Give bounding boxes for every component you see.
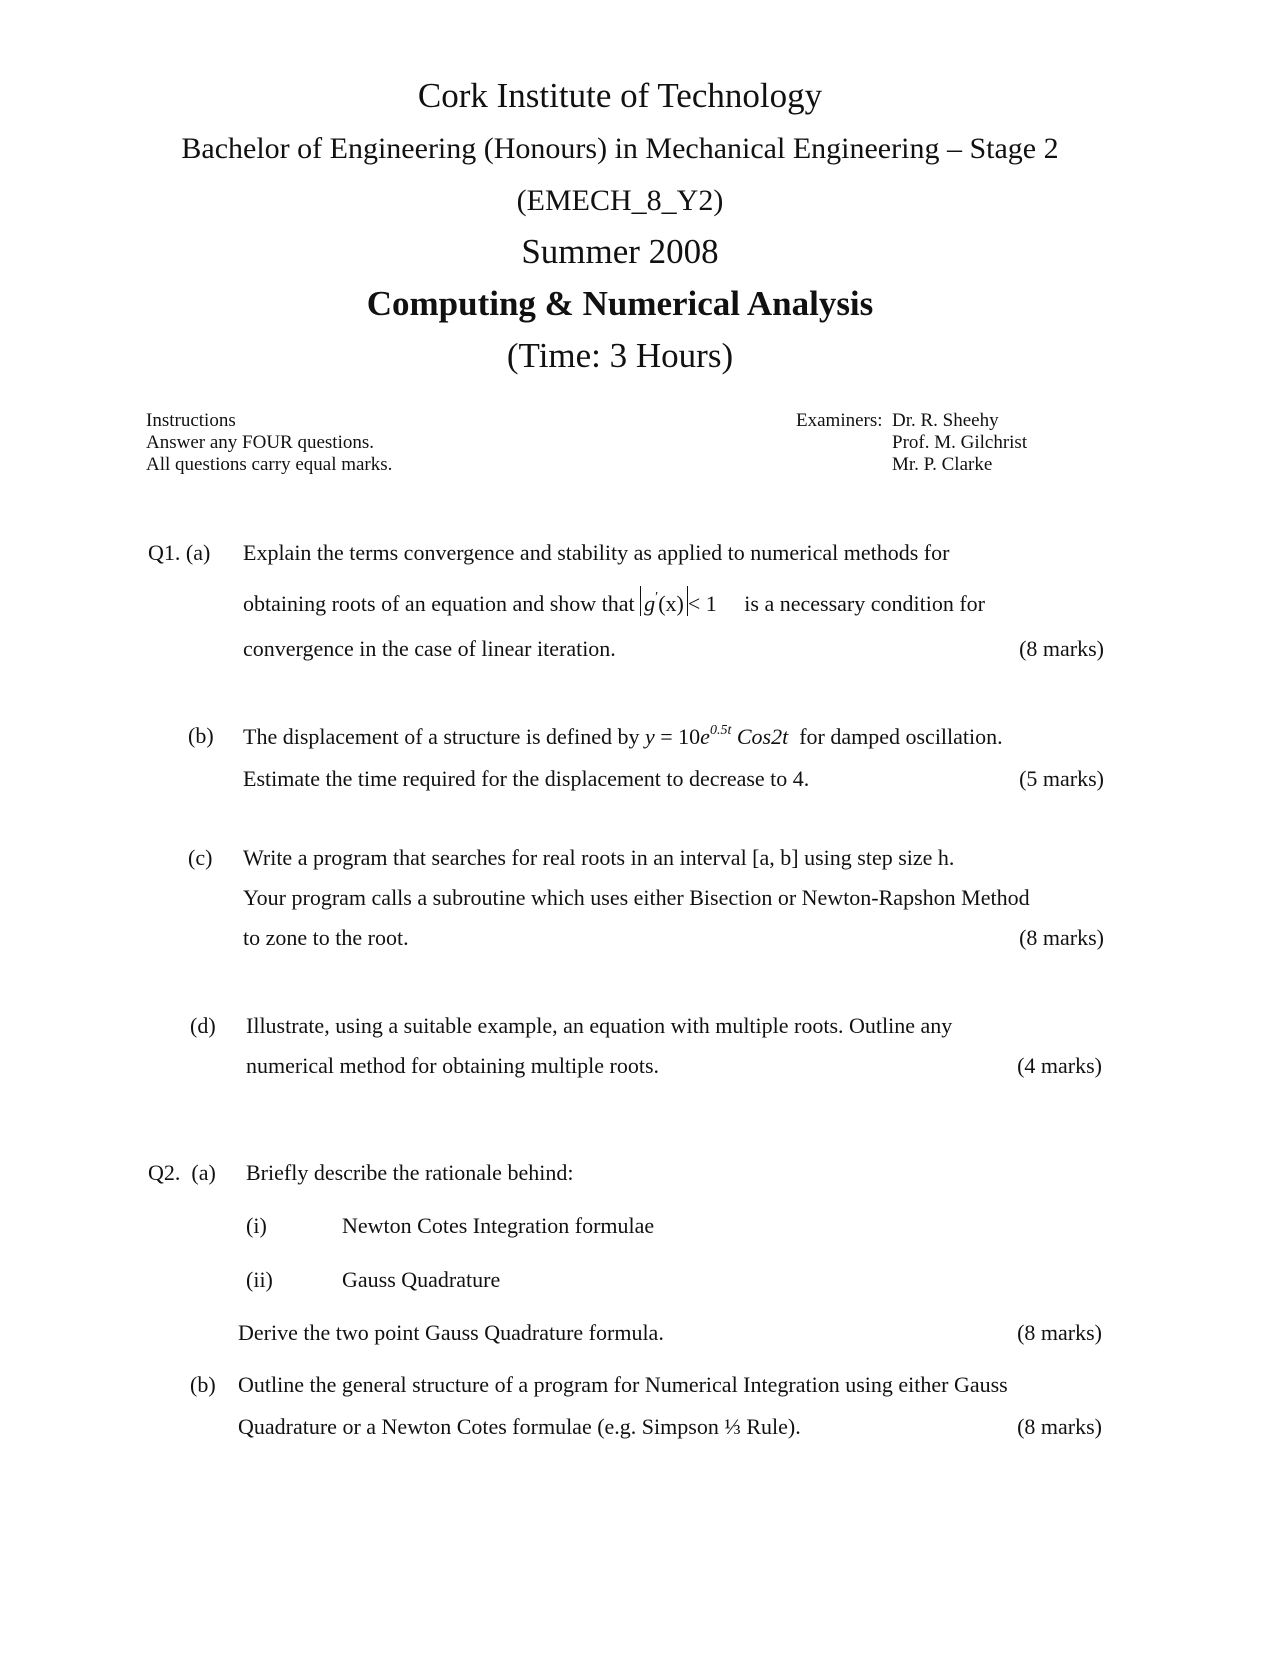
q1a-line-3: convergence in the case of linear iteration. bbox=[243, 636, 616, 661]
formula-displacement: $y = 10e^{0.5t}$ Cos2t bbox=[644, 723, 789, 749]
subject-title: Computing & Numerical Analysis bbox=[366, 284, 874, 323]
q2-part-b-label: (b) bbox=[190, 1372, 216, 1397]
examiner-name: Prof. M. Gilchrist bbox=[892, 432, 1028, 453]
course-code: (EMECH_8_Y2) bbox=[516, 184, 724, 217]
programme-title: Bachelor of Engineering (Honours) in Mechanical Engineering – Stage 2 bbox=[181, 132, 1059, 165]
institution-title: Cork Institute of Technology bbox=[417, 76, 823, 115]
q1c-line-3: to zone to the root. bbox=[243, 925, 409, 950]
instructions-block bbox=[146, 410, 392, 476]
q2b-marks: (8 marks) bbox=[1017, 1414, 1102, 1439]
q2-part-a-label: (a) bbox=[191, 1160, 216, 1185]
examiners-list bbox=[892, 410, 1027, 476]
formula-g-prime: g′(x) bbox=[640, 586, 688, 616]
q1b-marks: (5 marks) bbox=[1019, 766, 1104, 791]
instructions-title: Instructions bbox=[146, 410, 236, 431]
q1a-line-2: obtaining roots of an equation and show that g′(x) < 1 is a necessary condition for bbox=[243, 586, 985, 617]
instructions-line-1: Answer any FOUR questions. bbox=[146, 432, 374, 453]
q1a-line-1: Explain the terms convergence and stability as applied to numerical methods for bbox=[243, 540, 950, 565]
q2b-line-1: Outline the general structure of a program for Numerical Integration using either Gauss bbox=[238, 1372, 1008, 1397]
q2a-line-1: Briefly describe the rationale behind: bbox=[246, 1160, 574, 1185]
q1-part-b-label: (b) bbox=[188, 723, 214, 748]
q2a-marks: (8 marks) bbox=[1017, 1320, 1102, 1345]
examiner-name: Dr. R. Sheehy bbox=[892, 410, 999, 431]
q2a-line-2: Derive the two point Gauss Quadrature formula. bbox=[238, 1320, 664, 1345]
q1a-marks: (8 marks) bbox=[1019, 636, 1104, 661]
examiners-label: Examiners: bbox=[796, 410, 883, 431]
q1-part-c-label: (c) bbox=[188, 845, 213, 870]
q1c-line-2: Your program calls a subroutine which uses either Bisection or Newton-Rapshon Method bbox=[243, 885, 1030, 910]
exam-session: Summer 2008 bbox=[521, 232, 719, 271]
q2b-line-2: Quadrature or a Newton Cotes formulae (e.g. Simpson ⅓ Rule). bbox=[238, 1414, 801, 1439]
q1c-line-1: Write a program that searches for real roots in an interval [a, b] using step size h. bbox=[243, 845, 955, 870]
q2a-item-number: (ii) bbox=[246, 1267, 273, 1292]
exam-duration: (Time: 3 Hours) bbox=[506, 336, 734, 375]
q1-part-d-label: (d) bbox=[190, 1013, 216, 1038]
q1c-marks: (8 marks) bbox=[1019, 925, 1104, 950]
q2a-item-number: (i) bbox=[246, 1213, 267, 1238]
question-2-label: Q2. (a) bbox=[148, 1160, 216, 1185]
q1-part-a-label: (a) bbox=[185, 540, 211, 565]
q1b-line-2: Estimate the time required for the displacement to decrease to 4. bbox=[243, 766, 810, 791]
q2a-item-text: Newton Cotes Integration formulae bbox=[342, 1213, 655, 1238]
q1b-line-1: The displacement of a structure is defined by $y = 10e^{0.5t}$ Cos2t for damped oscillation. bbox=[243, 723, 1003, 749]
q1d-line-1: Illustrate, using a suitable example, an equation with multiple roots. Outline any bbox=[246, 1013, 953, 1038]
q1d-line-2: numerical method for obtaining multiple roots. bbox=[246, 1053, 660, 1078]
q1d-marks: (4 marks) bbox=[1017, 1053, 1102, 1078]
instructions-line-2: All questions carry equal marks. bbox=[146, 454, 393, 475]
examiner-name: Mr. P. Clarke bbox=[892, 454, 993, 475]
q2a-item-text: Gauss Quadrature bbox=[342, 1267, 501, 1292]
question-1-label: Q1. (a) bbox=[148, 540, 211, 565]
